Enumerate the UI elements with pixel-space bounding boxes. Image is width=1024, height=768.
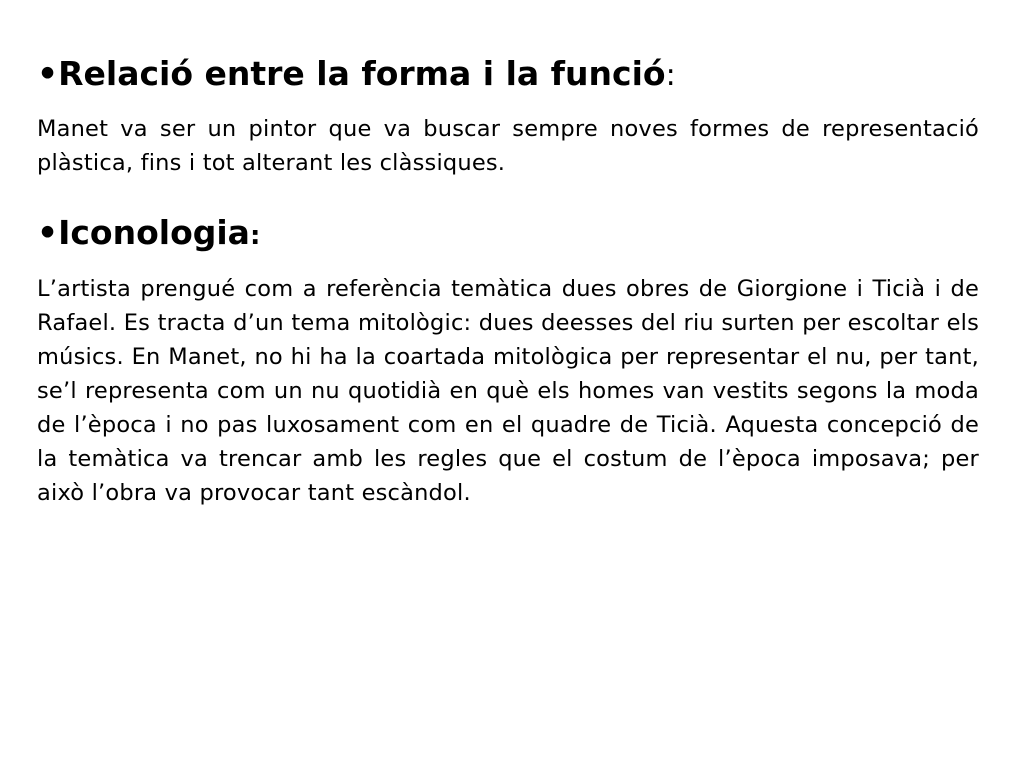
bullet-icon: • [37,54,59,93]
section-body-form-function: Manet va ser un pintor que va buscar sempre noves formes de representació plàstica, fins i tot alterant les clàssiques. [37,116,979,176]
section-heading-form-function [37,50,979,100]
section-title-colon: : [249,221,261,251]
section-heading-iconology [37,209,979,260]
section-title-colon: : [665,58,676,93]
section-body-iconology: L’artista prengué com a referència temàtica dues obres de Giorgione i Ticià i de Rafael. Es tracta d’un tema mitològic: dues deesses del riu surten per escoltar els músics. En Manet, no hi ha la coartada mitològica per representar el nu, per tant, se’l representa com un nu quotidià en què els homes van vestits segons la moda de l’època i no pas luxosament com en el quadre de Ticià. Aquesta concepció de la temàtica va trencar amb les regles que el costum de l’època imposava; per això l’obra va provocar tant escàndol. [37,276,979,506]
section-title: Relació entre la forma i la funció [58,54,666,93]
bullet-icon: • [37,213,59,252]
section-title: Iconologia [58,213,250,252]
slide-content [37,50,979,510]
